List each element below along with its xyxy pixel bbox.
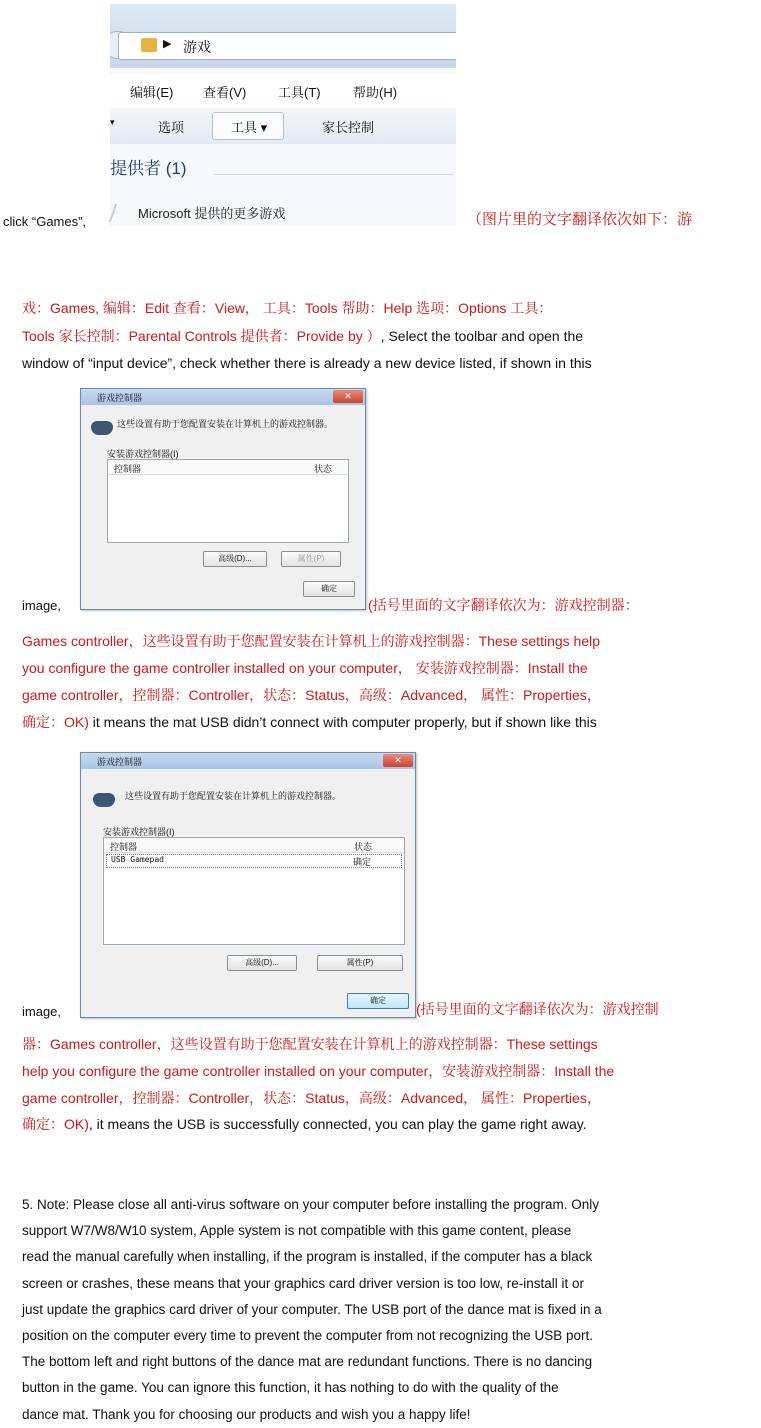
ok-button[interactable]	[347, 993, 409, 1009]
column-status[interactable]: 状态	[314, 464, 333, 474]
p2-line3: you configure the game controller installed on your computer， 安装游戏控制器：Install the	[22, 660, 588, 676]
close-button[interactable]: ✕	[333, 390, 363, 403]
p2-lead: image,	[22, 598, 62, 613]
breadcrumb[interactable]: 游戏	[183, 39, 211, 55]
advanced-button[interactable]	[227, 955, 297, 971]
p1-bracket-start: （图片里的文字翻译依次如下：游	[467, 211, 693, 228]
section-header: 提供者 (1)	[110, 159, 187, 178]
note-line: position on the computer every time to prevent the computer from not recognizing the USB port.	[22, 1328, 594, 1344]
p3-line3: help you configure the game controller installed on your computer，安装游戏控制器：Install the	[22, 1063, 615, 1079]
options-button[interactable]: 选项	[158, 120, 185, 135]
tools-button[interactable]	[212, 112, 284, 140]
p1-line3-red: Tools 家长控制：Parental Controls 提供者：Provide by ）	[22, 328, 381, 344]
dialog-titlebar	[81, 753, 415, 769]
advanced-button-label: 高级(D)...	[245, 958, 279, 967]
menu-help[interactable]: 帮助(H)	[353, 85, 398, 100]
p2-line5-black: it means the mat USB didn’t connect with computer properly, but if shown like this	[88, 714, 597, 730]
dialog-title: 游戏控制器	[97, 757, 143, 767]
address-box[interactable]	[118, 32, 456, 60]
menu-bar	[110, 74, 456, 108]
gamepad-icon	[93, 793, 115, 807]
dialog-titlebar	[81, 389, 365, 405]
properties-button[interactable]	[317, 955, 403, 971]
p3-line5-red: 确定：OK)	[22, 1116, 89, 1132]
p3-line4: game controller，控制器：Controller，状态：Status，高级：Advanced， 属性：Properties，	[22, 1090, 601, 1106]
row-controller-name: USB Gamepad	[111, 855, 164, 864]
controller-list[interactable]	[103, 837, 405, 945]
p1-lead: click “Games”,	[3, 214, 87, 229]
dialog-description: 这些设置有助于您配置安装在计算机上的游戏控制器。	[125, 791, 342, 801]
note-line: support W7/W8/W10 system, Apple system is not compatible with this game content, please	[22, 1223, 572, 1239]
menu-edit[interactable]: 编辑(E)	[130, 85, 174, 100]
p3-line5	[22, 1111, 587, 1138]
note-line: read the manual carefully when installing, if the program is installed, if the computer has a black	[22, 1249, 593, 1265]
column-controller[interactable]: 控制器	[110, 842, 138, 852]
advanced-button[interactable]	[203, 551, 267, 567]
chevron-icon: ▾	[110, 117, 115, 127]
p1-line3	[22, 323, 583, 350]
note-line: screen or crashes, these means that your graphics card driver version is too low, re-install it or	[22, 1275, 584, 1291]
controller-list[interactable]	[107, 459, 349, 543]
ok-button-label: 确定	[321, 584, 337, 593]
p2-line4: game controller，控制器：Controller，状态：Status，高级：Advanced， 属性：Properties，	[22, 687, 601, 703]
ok-button-label: 确定	[370, 996, 386, 1005]
game-controllers-dialog-empty	[80, 388, 366, 610]
microsoft-games-item[interactable]: Microsoft 提供的更多游戏	[138, 206, 286, 221]
game-controllers-dialog-connected	[80, 752, 416, 1018]
note-line: just update the graphics card driver of your computer. The USB port of the dance mat is fixed in a	[22, 1301, 602, 1317]
p2-line2: Games controller，这些设置有助于您配置安装在计算机上的游戏控制器：These settings help	[22, 633, 600, 649]
explorer-screenshot	[110, 4, 456, 226]
dialog-title: 游戏控制器	[97, 393, 143, 403]
chevron-right-icon: ▶	[163, 38, 172, 50]
p3-lead: image,	[22, 1004, 62, 1019]
gamepad-icon	[91, 421, 113, 435]
column-status[interactable]: 状态	[354, 842, 373, 852]
ok-button[interactable]	[303, 581, 355, 597]
list-header	[104, 838, 404, 853]
tools-button-label: 工具 ▾	[231, 120, 268, 135]
p1-line2: 戏：Games, 编辑：Edit 查看：View， 工具：Tools 帮助：Help 选项：Options 工具：	[22, 300, 553, 316]
p3-bracket: (括号里面的文字翻译依次为：游戏控制	[416, 1001, 659, 1017]
address-bar-area	[110, 4, 456, 68]
p2-line5	[22, 709, 597, 736]
p3-line5-black: , it means the USB is successfully connected, you can play the game right away.	[88, 1116, 587, 1132]
note-line: dance mat. Thank you for choosing our products and wish you a happy life!	[22, 1406, 471, 1422]
section-divider	[214, 174, 454, 175]
menu-view[interactable]: 查看(V)	[203, 85, 247, 100]
p1-line3-black: , Select the toolbar and open the	[380, 328, 584, 344]
p3-line2: 器：Games controller，这些设置有助于您配置安装在计算机上的游戏控制器：These settings	[22, 1036, 598, 1052]
close-button[interactable]: ✕	[383, 754, 413, 767]
properties-button[interactable]	[281, 551, 341, 567]
toolbar	[110, 108, 456, 144]
properties-button-label: 属性(P)	[346, 958, 374, 967]
note-line: The bottom left and right buttons of the dance mat are redundant functions. There is no dancing	[22, 1354, 593, 1370]
table-row[interactable]	[106, 854, 402, 868]
folder-icon	[141, 38, 157, 52]
p2-line5-red: 确定：OK)	[22, 714, 89, 730]
list-header	[108, 460, 348, 475]
installed-label: 安装游戏控制器(I)	[107, 449, 179, 459]
installed-label: 安装游戏控制器(I)	[103, 827, 175, 837]
parental-controls-button[interactable]: 家长控制	[322, 120, 375, 135]
note-line: button in the game. You can ignore this function, it has nothing to do with the quality of the	[22, 1380, 559, 1396]
advanced-button-label: 高级(D)...	[218, 554, 252, 563]
p1-line4: window of “input device”, check whether there is already a new device listed, if shown in this	[22, 355, 592, 371]
row-status: 确定	[353, 857, 372, 867]
note-line: 5. Note: Please close all anti-virus software on your computer before installing the program. Only	[22, 1197, 600, 1212]
menu-tools[interactable]: 工具(T)	[278, 85, 321, 100]
dialog-description: 这些设置有助于您配置安装在计算机上的游戏控制器。	[117, 419, 334, 429]
properties-button-label: 属性(P)	[297, 554, 325, 563]
note-block	[22, 1192, 602, 1428]
p2-bracket: (括号里面的文字翻译依次为：游戏控制器：	[368, 597, 639, 613]
column-controller[interactable]: 控制器	[114, 464, 142, 474]
